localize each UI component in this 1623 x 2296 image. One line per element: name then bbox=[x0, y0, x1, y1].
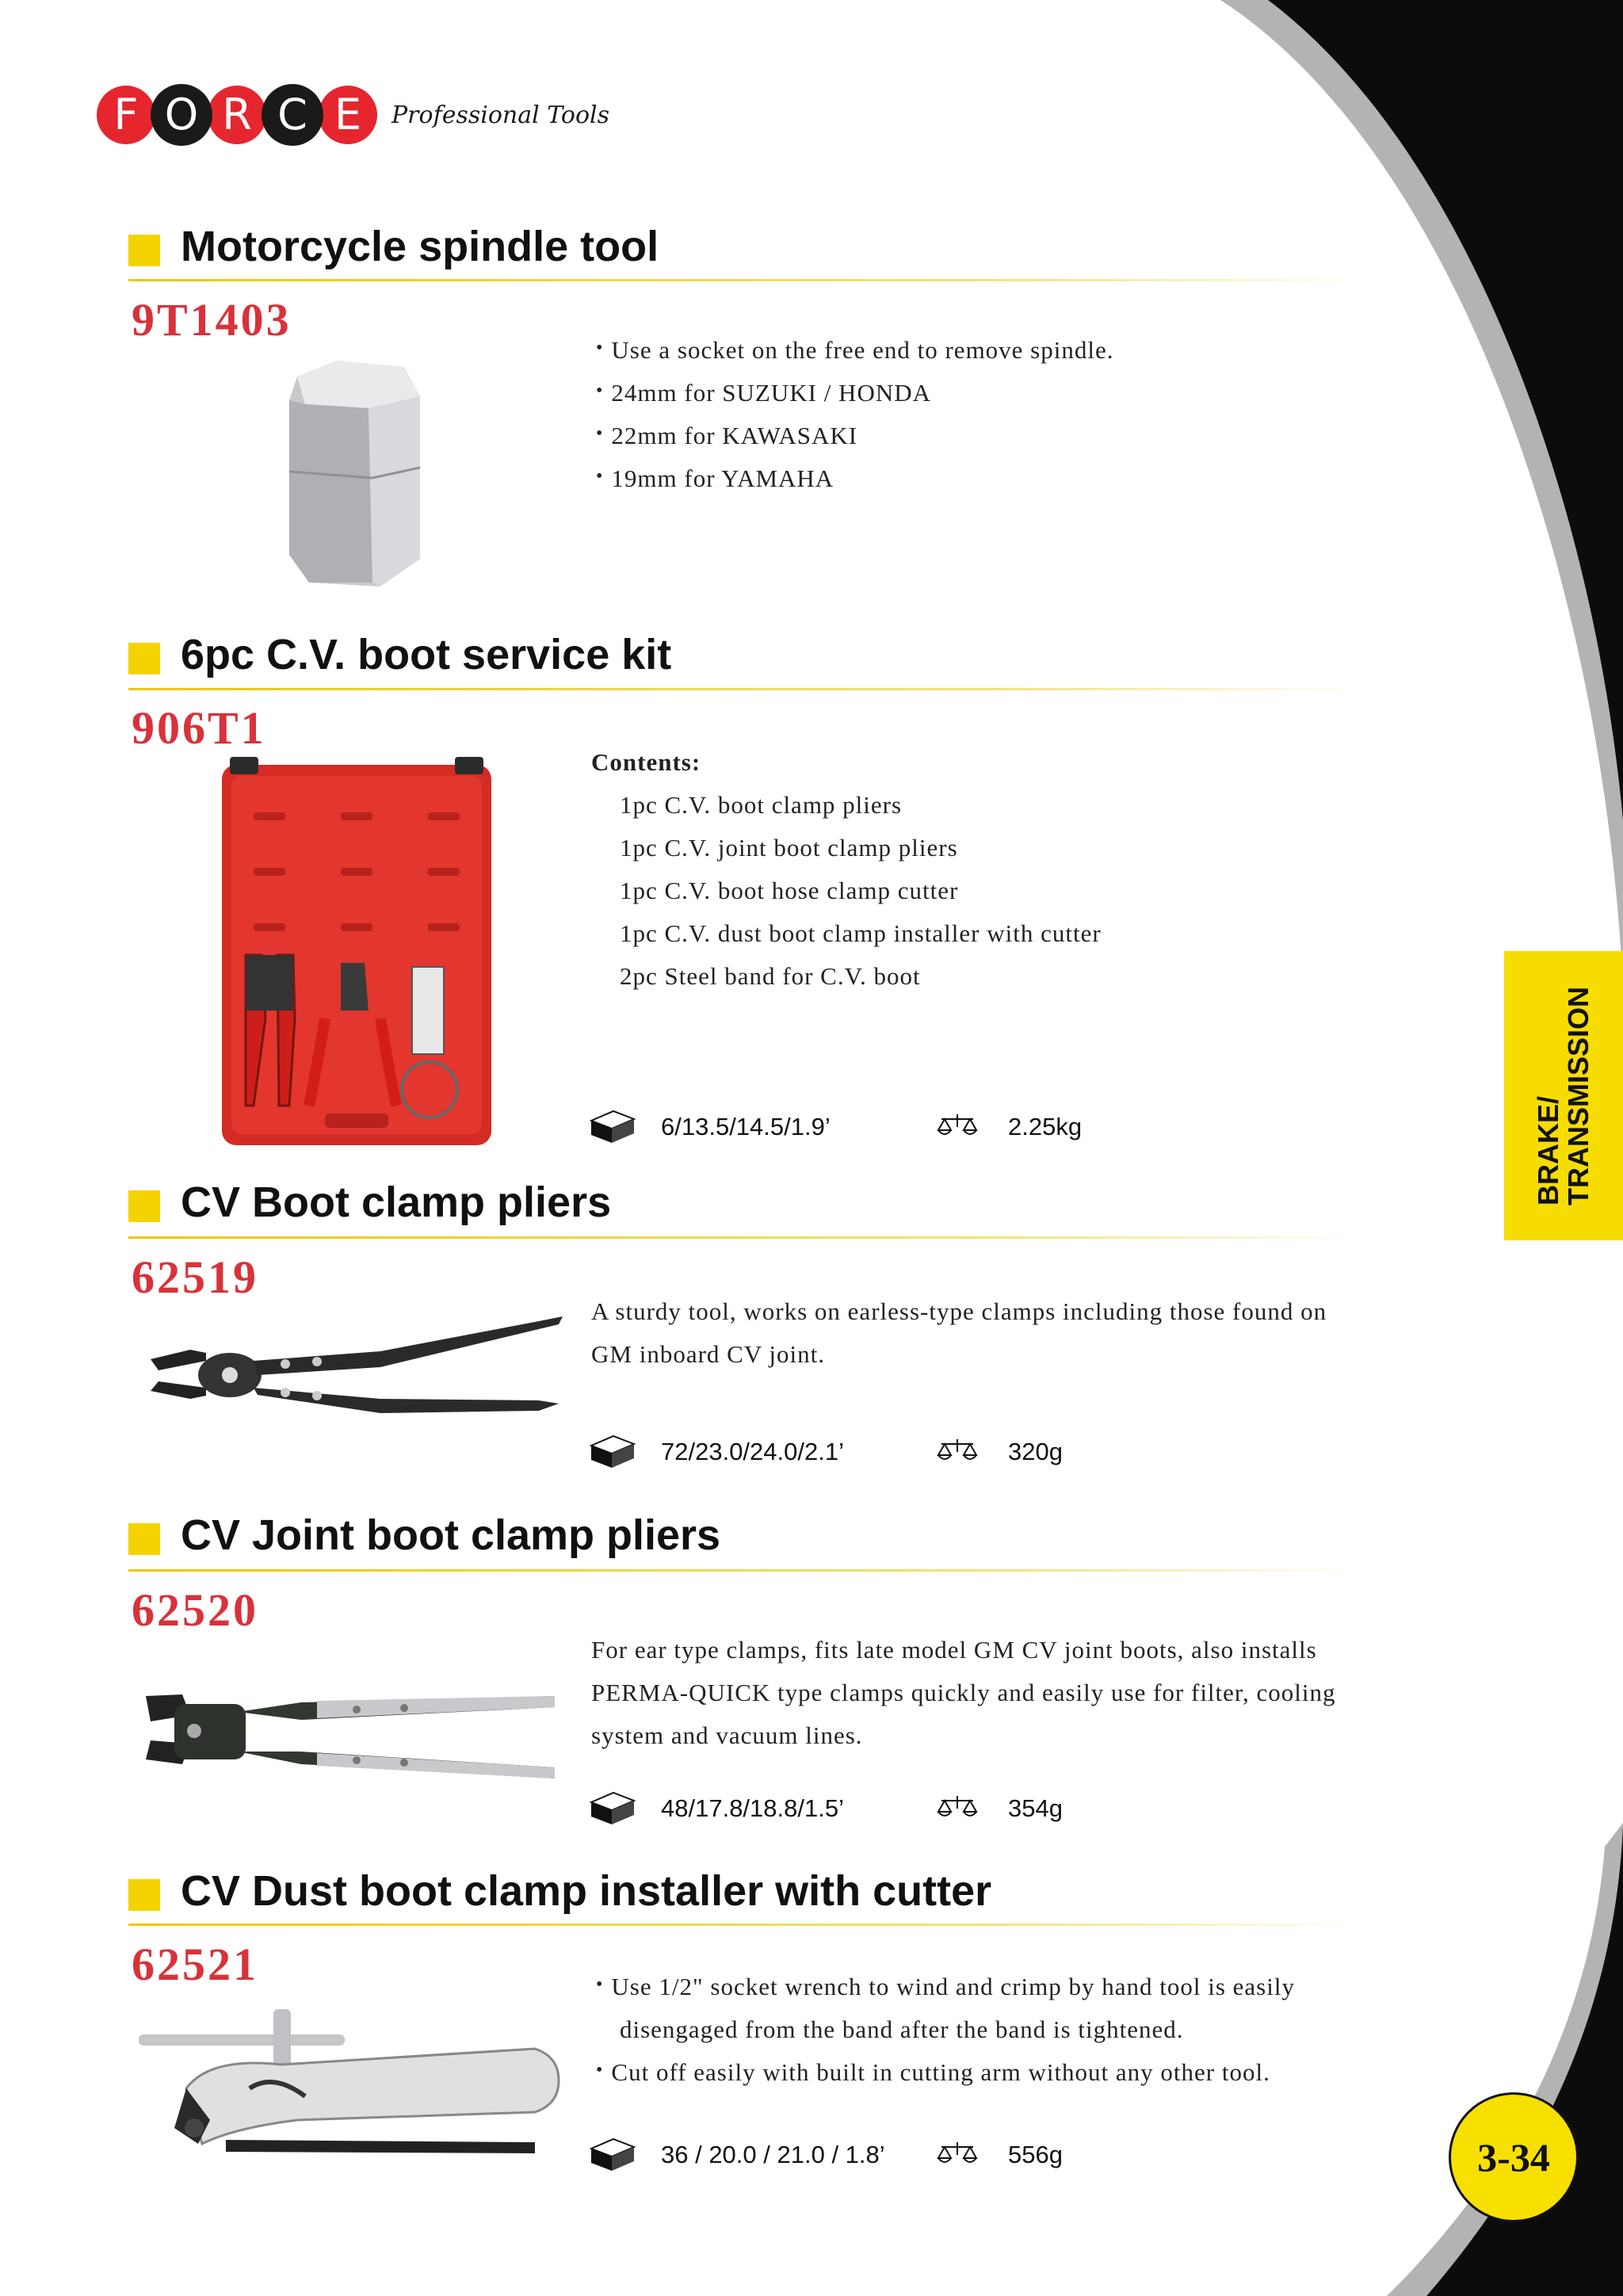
product-title: CV Joint boot clamp pliers bbox=[181, 1511, 721, 1559]
weight-spec: 2.25kg bbox=[1008, 1113, 1083, 1140]
carton-icon bbox=[590, 1435, 636, 1469]
section-marker bbox=[128, 1190, 160, 1222]
carton-icon bbox=[590, 2137, 636, 2172]
product-description: system and vacuum lines. bbox=[591, 1721, 863, 1749]
product-code: 906T1 bbox=[132, 702, 266, 754]
scale-icon bbox=[937, 2139, 978, 2171]
weight-spec: 556g bbox=[1008, 2141, 1063, 2168]
product-description: PERMA-QUICK type clamps quickly and easily use for filter, cooling bbox=[591, 1679, 1336, 1706]
section-divider bbox=[128, 279, 1365, 281]
category-tab-label bbox=[1504, 951, 1623, 1240]
kit-content-item: 2pc Steel band for C.V. boot bbox=[620, 962, 921, 990]
section-marker bbox=[128, 643, 160, 674]
contents-label: Contents: bbox=[591, 748, 701, 776]
logo-letter: O bbox=[151, 84, 212, 146]
product-code: 62521 bbox=[132, 1939, 258, 1990]
product-description: A sturdy tool, works on earless-type clamps including those found on bbox=[591, 1297, 1327, 1325]
boot-kit-case-image bbox=[222, 757, 491, 1145]
section-marker bbox=[128, 235, 160, 266]
product-title: CV Boot clamp pliers bbox=[181, 1179, 612, 1226]
product-feature: • Use a socket on the free end to remove spindle. bbox=[596, 329, 1113, 374]
product-feature: • 24mm for SUZUKI / HONDA bbox=[596, 372, 931, 417]
packing-spec: 72/23.0/24.0/2.1’ bbox=[661, 1438, 844, 1465]
kit-content-item: 1pc C.V. boot clamp pliers bbox=[620, 791, 903, 819]
product-feature: disengaged from the band after the band is tightened. bbox=[620, 2015, 1184, 2043]
logo-tagline: Professional Tools bbox=[391, 101, 610, 129]
joint-boot-clamp-pliers-image bbox=[143, 1680, 563, 1791]
page-number: 3-34 bbox=[1449, 2092, 1579, 2222]
scale-icon bbox=[937, 1793, 978, 1824]
carton-icon bbox=[590, 1110, 636, 1144]
product-code: 62520 bbox=[132, 1584, 258, 1636]
scale-icon bbox=[937, 1436, 978, 1468]
logo-letter: C bbox=[262, 84, 323, 146]
product-feature: • 19mm for YAMAHA bbox=[596, 457, 834, 502]
clamp-installer-image bbox=[139, 2001, 567, 2172]
section-divider bbox=[128, 1569, 1365, 1572]
section-divider bbox=[128, 688, 1365, 690]
scale-icon bbox=[937, 1111, 978, 1143]
logo-letter: R bbox=[208, 86, 266, 144]
product-description: GM inboard CV joint. bbox=[591, 1340, 825, 1368]
section-marker bbox=[128, 1879, 160, 1911]
section-divider bbox=[128, 1236, 1365, 1239]
packing-spec: 36 / 20.0 / 21.0 / 1.8’ bbox=[661, 2141, 885, 2168]
weight-spec: 354g bbox=[1008, 1794, 1063, 1822]
kit-content-item: 1pc C.V. boot hose clamp cutter bbox=[620, 877, 959, 904]
product-feature: • Use 1/2" socket wrench to wind and crimp by hand tool is easily bbox=[596, 1966, 1295, 2011]
product-code: 62519 bbox=[132, 1251, 258, 1303]
product-code: 9T1403 bbox=[132, 294, 292, 346]
logo-letter: F bbox=[97, 86, 155, 144]
boot-clamp-pliers-image bbox=[143, 1312, 571, 1431]
logo-letter: E bbox=[319, 86, 377, 144]
product-title: CV Dust boot clamp installer with cutter bbox=[181, 1867, 992, 1915]
packing-spec: 6/13.5/14.5/1.9’ bbox=[661, 1113, 831, 1140]
packing-spec: 48/17.8/18.8/1.5’ bbox=[661, 1794, 844, 1822]
product-feature: • Cut off easily with built in cutting arm without any other tool. bbox=[596, 2051, 1270, 2096]
product-title: 6pc C.V. boot service kit bbox=[181, 631, 672, 678]
section-divider bbox=[128, 1924, 1365, 1926]
weight-spec: 320g bbox=[1008, 1438, 1063, 1465]
category-line: TRANSMISSION bbox=[1562, 986, 1595, 1205]
brand-logo bbox=[97, 79, 609, 151]
product-description: For ear type clamps, fits late model GM CV joint boots, also installs bbox=[591, 1636, 1317, 1664]
spindle-tool-image bbox=[273, 361, 432, 590]
kit-content-item: 1pc C.V. joint boot clamp pliers bbox=[620, 834, 958, 861]
carton-icon bbox=[590, 1791, 636, 1826]
category-line: BRAKE/ bbox=[1532, 1095, 1565, 1205]
product-title: Motorcycle spindle tool bbox=[181, 223, 659, 270]
kit-content-item: 1pc C.V. dust boot clamp installer with cutter bbox=[620, 919, 1102, 947]
product-feature: • 22mm for KAWASAKI bbox=[596, 415, 857, 460]
section-marker bbox=[128, 1523, 160, 1555]
